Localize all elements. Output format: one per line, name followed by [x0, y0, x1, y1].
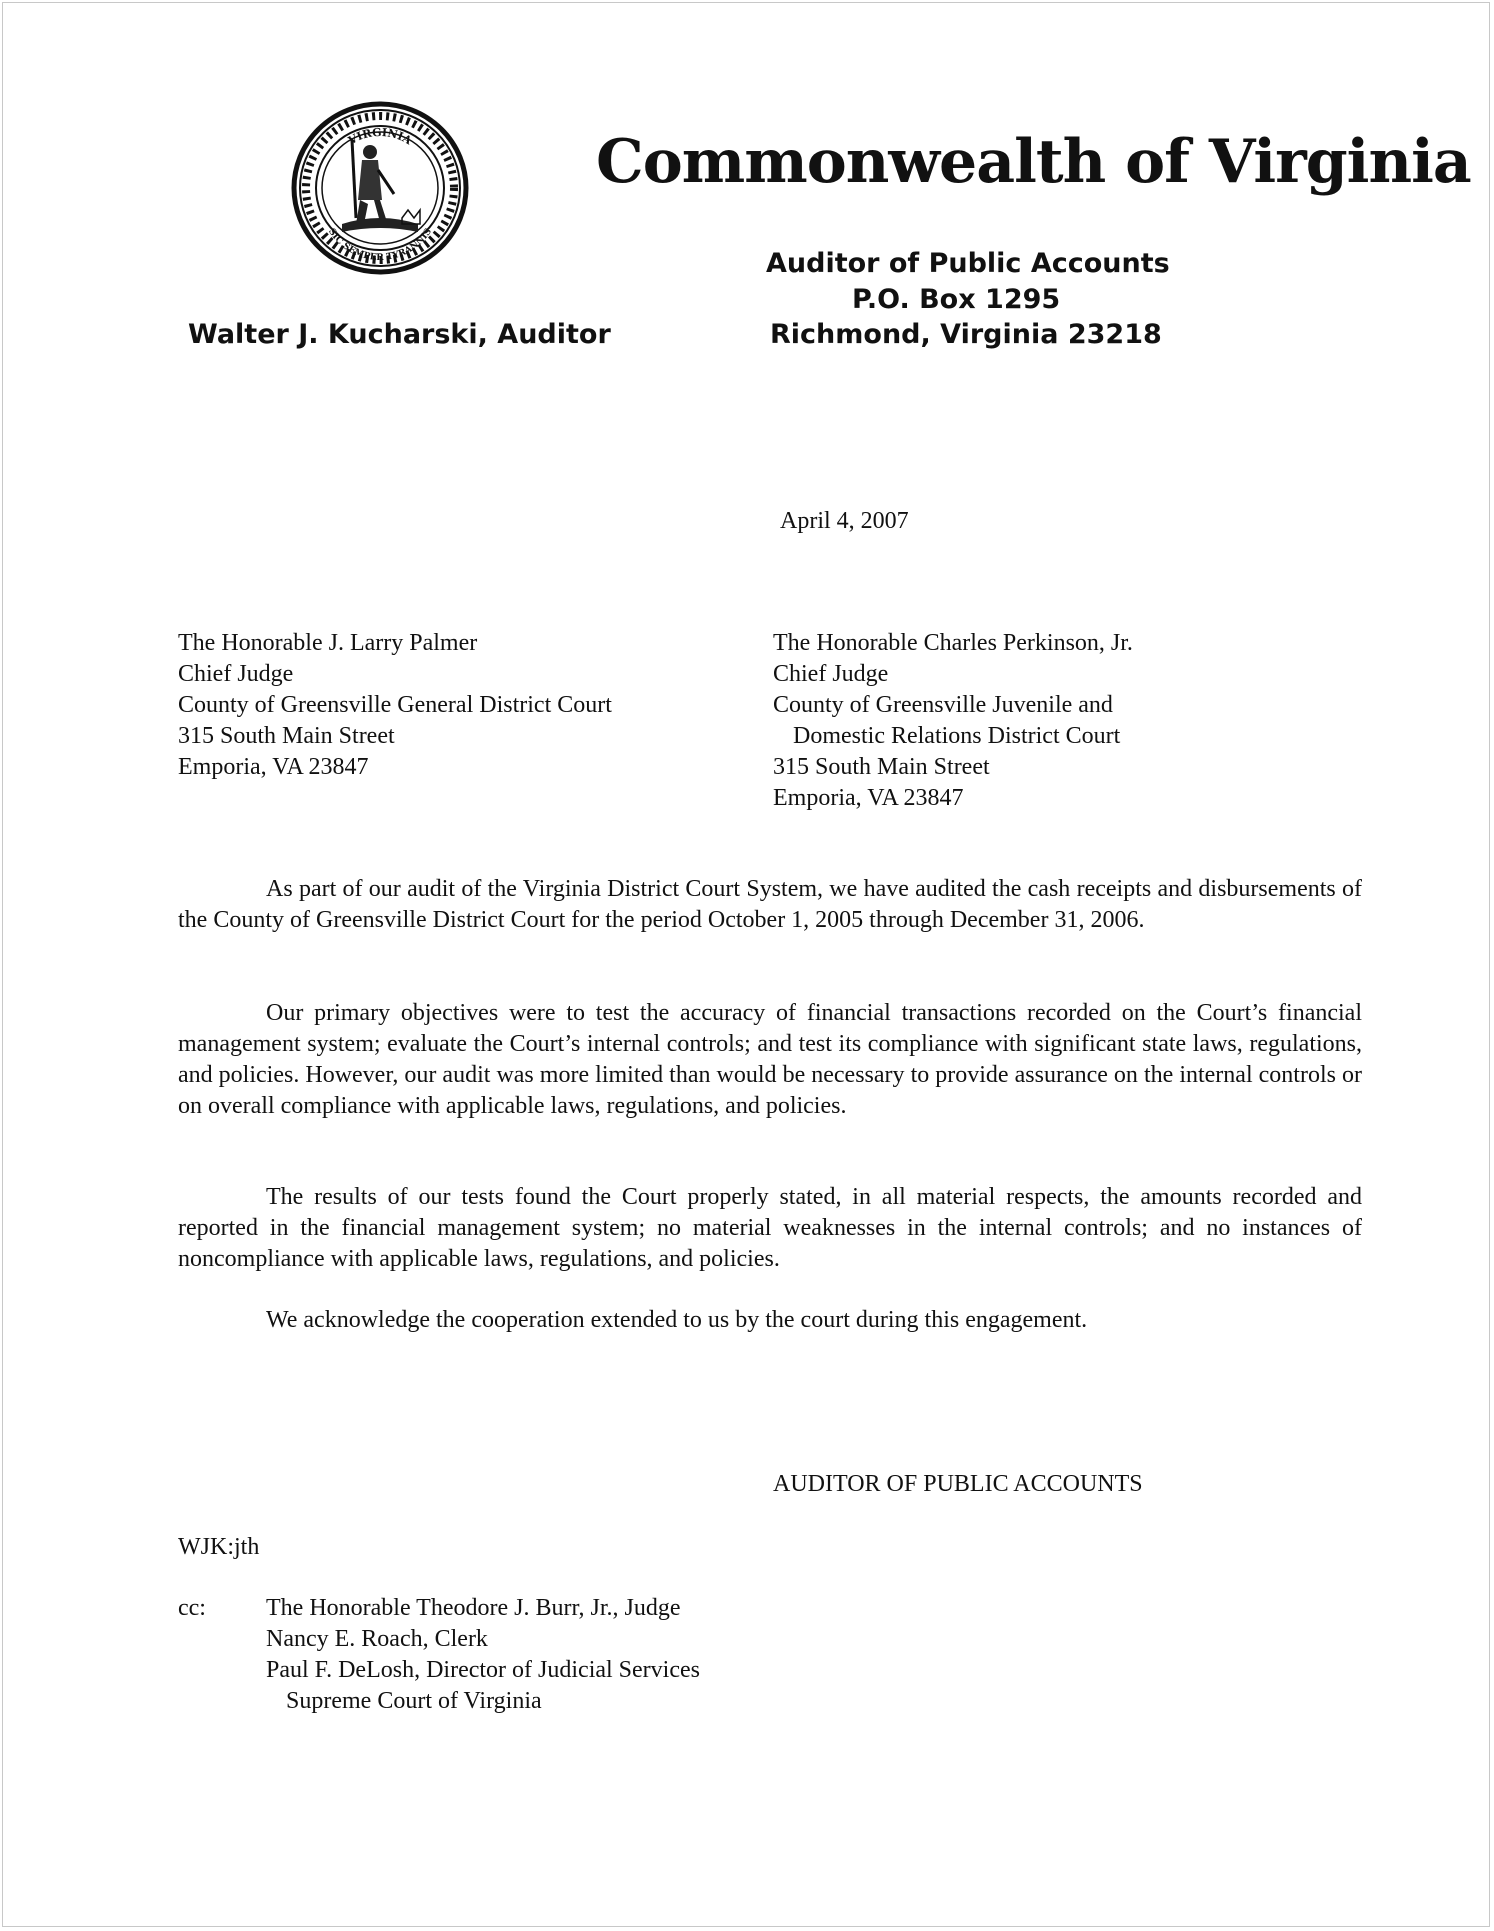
letter-date: April 4, 2007	[780, 508, 909, 534]
recipient-address-right	[773, 628, 1133, 814]
recipient-left-line: Chief Judge	[178, 661, 294, 687]
page-border	[2, 2, 1490, 1927]
recipient-right-line: The Honorable Charles Perkinson, Jr.	[773, 630, 1133, 656]
body-paragraph	[178, 1305, 1362, 1336]
recipient-right-line: County of Greensville Juvenile and	[773, 692, 1113, 718]
recipient-left-line: The Honorable J. Larry Palmer	[178, 630, 478, 656]
body-paragraph	[178, 1182, 1362, 1275]
body-paragraph	[178, 874, 1362, 936]
paragraph-text: As part of our audit of the Virginia District Court System, we have audited the cash receipts and disbursements of the County of Greensville District Court for the period October 1, 2005 through December 31, 2006.	[178, 876, 1362, 933]
cc-list	[266, 1593, 700, 1717]
recipient-right-line: 315 South Main Street	[773, 754, 990, 780]
recipient-right-line: Emporia, VA 23847	[773, 785, 964, 811]
signature-block: AUDITOR OF PUBLIC ACCOUNTS	[773, 1471, 1143, 1497]
letterhead-title: Commonwealth of Virginia	[596, 127, 1471, 197]
letterhead-auditor: Walter J. Kucharski, Auditor	[188, 319, 611, 350]
recipient-left-line: Emporia, VA 23847	[178, 754, 369, 780]
cc-item: The Honorable Theodore J. Burr, Jr., Judge	[266, 1595, 681, 1621]
recipient-left-line: County of Greensville General District Court	[178, 692, 612, 718]
reference-initials: WJK:jth	[178, 1534, 260, 1560]
virginia-state-seal-icon	[290, 100, 470, 276]
paragraph-text: We acknowledge the cooperation extended to us by the court during this engagement.	[266, 1307, 1088, 1333]
recipient-right-line: Domestic Relations District Court	[793, 723, 1121, 749]
recipient-address-left	[178, 628, 612, 783]
recipient-left-line: 315 South Main Street	[178, 723, 395, 749]
cc-item: Nancy E. Roach, Clerk	[266, 1626, 488, 1652]
paragraph-text: Our primary objectives were to test the accuracy of financial transactions recorded on the Court’s financial management system; evaluate the Court’s internal controls; and test its compliance with significant state laws, regulations, and policies. However, our audit was more limited than would be necessary to provide assurance on the internal controls or on overall compliance with applicable laws, regulations, and policies.	[178, 1000, 1362, 1119]
letterhead-city: Richmond, Virginia 23218	[770, 319, 1162, 350]
cc-label: cc:	[178, 1595, 206, 1621]
seal-lettering-top: VIRGINIA	[346, 125, 414, 148]
recipient-right-line: Chief Judge	[773, 661, 889, 687]
body-paragraph	[178, 998, 1362, 1122]
seal-lettering-bottom: SIC SEMPER TYRANNIS	[325, 226, 435, 264]
letterhead-office: Auditor of Public Accounts	[766, 248, 1170, 279]
paragraph-text: The results of our tests found the Court properly stated, in all material respects, the amounts recorded and reported in the financial management system; no material weaknesses in the internal controls; and no instances of noncompliance with applicable laws, regulations, and policies.	[178, 1184, 1362, 1272]
cc-item: Supreme Court of Virginia	[286, 1688, 542, 1714]
letterhead-po-box: P.O. Box 1295	[852, 284, 1061, 315]
cc-item: Paul F. DeLosh, Director of Judicial Services	[266, 1657, 700, 1683]
